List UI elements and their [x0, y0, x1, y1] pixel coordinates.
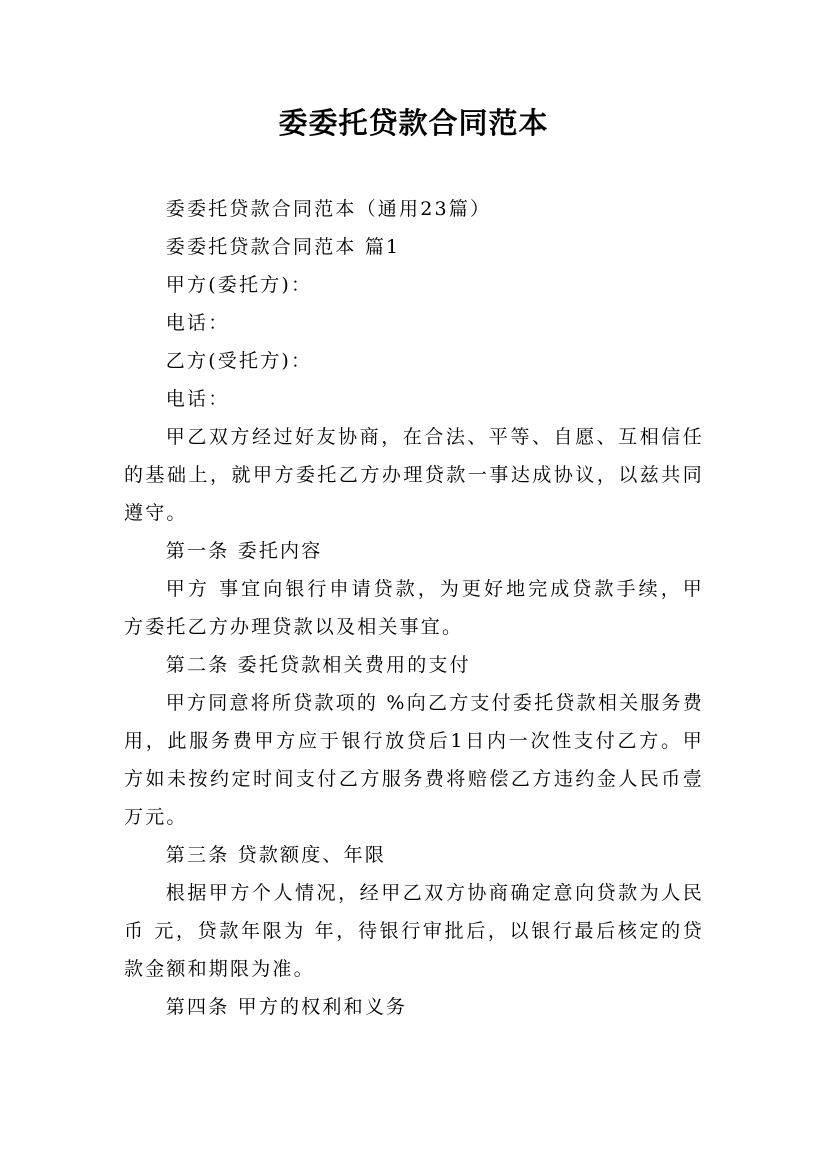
- preamble-paragraph: 甲乙双方经过好友协商，在合法、平等、自愿、互相信任的基础上，就甲方委托乙方办理贷款一事达成协议，以兹共同遵守。: [124, 426, 704, 524]
- party-a-phone-line: 电话：: [165, 312, 230, 334]
- article-3-heading: 第三条 贷款额度、年限: [165, 844, 387, 866]
- article-1-paragraph: 甲方 事宜向银行申请贷款，为更好地完成贷款手续，甲方委托乙方办理贷款以及相关事宜。: [124, 578, 704, 638]
- article-3-paragraph: 根据甲方个人情况，经甲乙双方协商确定意向贷款为人民币 元，贷款年限为 年，待银行审批后，以银行最后核定的贷款金额和期限为准。: [124, 882, 704, 980]
- section-heading: 委委托贷款合同范本 篇1: [165, 236, 401, 258]
- subtitle-line: 委委托贷款合同范本（通用23篇）: [165, 198, 492, 220]
- document-title: 委委托贷款合同范本: [278, 106, 549, 140]
- party-b-phone-line: 电话：: [165, 388, 230, 410]
- party-a-line: 甲方(委托方)：: [165, 274, 313, 296]
- article-1-heading: 第一条 委托内容: [165, 540, 323, 562]
- document-body: [124, 190, 704, 1026]
- article-2-paragraph: 甲方同意将所贷款项的 %向乙方支付委托贷款相关服务费用，此服务费甲方应于银行放贷后1日内一次性支付乙方。甲方如未按约定时间支付乙方服务费将赔偿乙方违约金人民币壹万元。: [124, 692, 704, 828]
- party-b-line: 乙方(受托方)：: [165, 350, 313, 372]
- article-4-heading: 第四条 甲方的权利和义务: [165, 996, 408, 1018]
- article-2-heading: 第二条 委托贷款相关费用的支付: [165, 654, 471, 676]
